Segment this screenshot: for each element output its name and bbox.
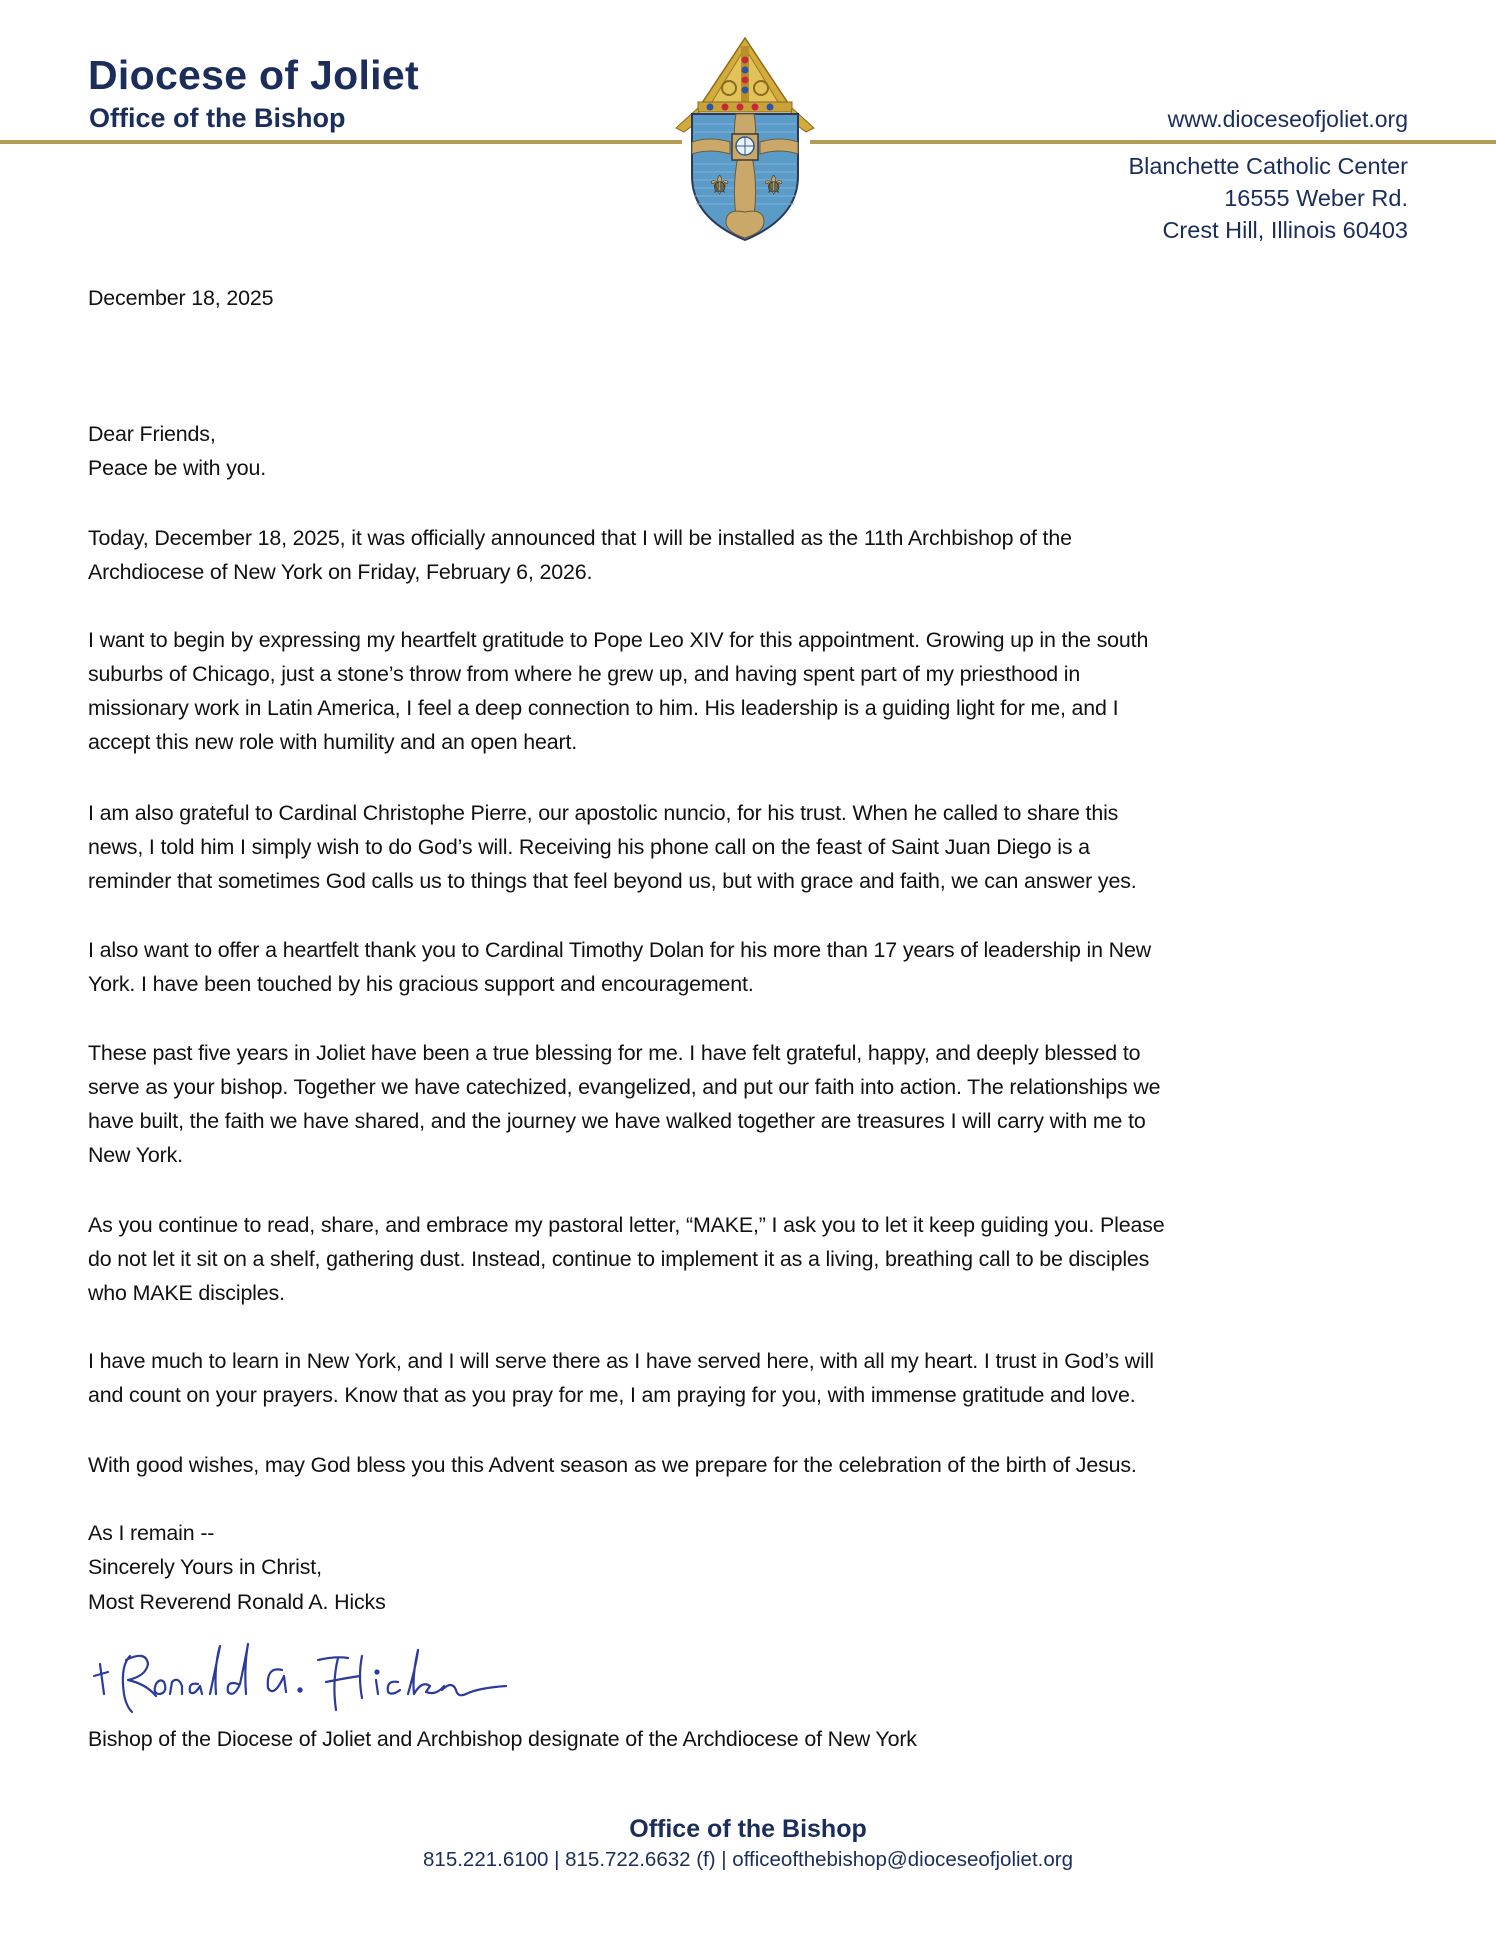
website-link[interactable]: www.dioceseofjoliet.org <box>1167 106 1408 132</box>
letter-date: December 18, 2025 <box>88 286 274 310</box>
paragraph-line: I also want to offer a heartfelt thank you to Cardinal Timothy Dolan for his more than 17 years of leadership in New <box>88 938 1152 962</box>
coat-of-arms-icon <box>670 36 820 244</box>
address-line-1: Blanchette Catholic Center <box>1128 153 1408 179</box>
paragraph-line: accept this new role with humility and an open heart. <box>88 730 578 754</box>
paragraph-line: With good wishes, may God bless you this Advent season as we prepare for the celebration of the birth of Jesus. <box>88 1453 1137 1477</box>
header-rule-right <box>810 140 1496 144</box>
paragraph-line: have built, the faith we have shared, and the journey we have walked together are treasures I will carry with me to <box>88 1109 1146 1133</box>
footer-contact-info[interactable]: 815.221.6100 | 815.722.6632 (f) | officeofthebishop@dioceseofjoliet.org <box>423 1848 1073 1871</box>
paragraph-line: news, I told him I simply wish to do God’s will. Receiving his phone call on the feast of Saint Juan Diego is a <box>88 835 1090 859</box>
paragraph-line: and count on your prayers. Know that as you pray for me, I am praying for you, with immense gratitude and love. <box>88 1383 1136 1407</box>
address-line-2: 16555 Weber Rd. <box>1224 185 1408 211</box>
address-line-3: Crest Hill, Illinois 60403 <box>1162 217 1408 243</box>
svg-text:⚜: ⚜ <box>708 171 732 201</box>
salutation: Dear Friends, <box>88 422 216 446</box>
closing-line: As I remain -- <box>88 1521 215 1545</box>
header-rule-left <box>0 140 682 144</box>
paragraph-line: Archdiocese of New York on Friday, February 6, 2026. <box>88 560 593 584</box>
svg-text:⚜: ⚜ <box>762 171 786 201</box>
paragraph-line: serve as your bishop. Together we have catechized, evangelized, and put our faith into action. The relationships we <box>88 1075 1161 1099</box>
closing-line: Sincerely Yours in Christ, <box>88 1555 322 1579</box>
paragraph-line: missionary work in Latin America, I feel a deep connection to him. His leadership is a guiding light for me, and I <box>88 696 1119 720</box>
paragraph-line: New York. <box>88 1143 183 1167</box>
handwritten-signature <box>86 1636 526 1716</box>
paragraph-line: who MAKE disciples. <box>88 1281 285 1305</box>
office-subtitle: Office of the Bishop <box>89 103 346 133</box>
signer-name: Most Reverend Ronald A. Hicks <box>88 1590 386 1614</box>
paragraph-line: suburbs of Chicago, just a stone’s throw from where he grew up, and having spent part of my priesthood in <box>88 662 1081 686</box>
paragraph-line: I am also grateful to Cardinal Christophe Pierre, our apostolic nuncio, for his trust. When he called to share this <box>88 801 1119 825</box>
org-name: Diocese of Joliet <box>88 52 419 98</box>
paragraph-line: reminder that sometimes God calls us to things that feel beyond us, but with grace and faith, we can answer yes. <box>88 869 1137 893</box>
footer-office-title: Office of the Bishop <box>629 1815 867 1843</box>
paragraph-line: York. I have been touched by his gracious support and encouragement. <box>88 972 754 996</box>
paragraph-line: These past five years in Joliet have been a true blessing for me. I have felt grateful, happy, and deeply blessed to <box>88 1041 1141 1065</box>
paragraph-line: I want to begin by expressing my heartfelt gratitude to Pope Leo XIV for this appointment. Growing up in the south <box>88 628 1149 652</box>
paragraph-line: I have much to learn in New York, and I will serve there as I have served here, with all my heart. I trust in God’s will <box>88 1349 1154 1373</box>
greeting: Peace be with you. <box>88 456 267 480</box>
signer-title: Bishop of the Diocese of Joliet and Archbishop designate of the Archdiocese of New York <box>88 1727 917 1751</box>
paragraph-line: As you continue to read, share, and embrace my pastoral letter, “MAKE,” I ask you to let it keep guiding you. Please <box>88 1213 1165 1237</box>
paragraph-line: do not let it sit on a shelf, gathering dust. Instead, continue to implement it as a living, breathing call to be disciples <box>88 1247 1150 1271</box>
paragraph-line: Today, December 18, 2025, it was officially announced that I will be installed as the 11th Archbishop of the <box>88 526 1072 550</box>
